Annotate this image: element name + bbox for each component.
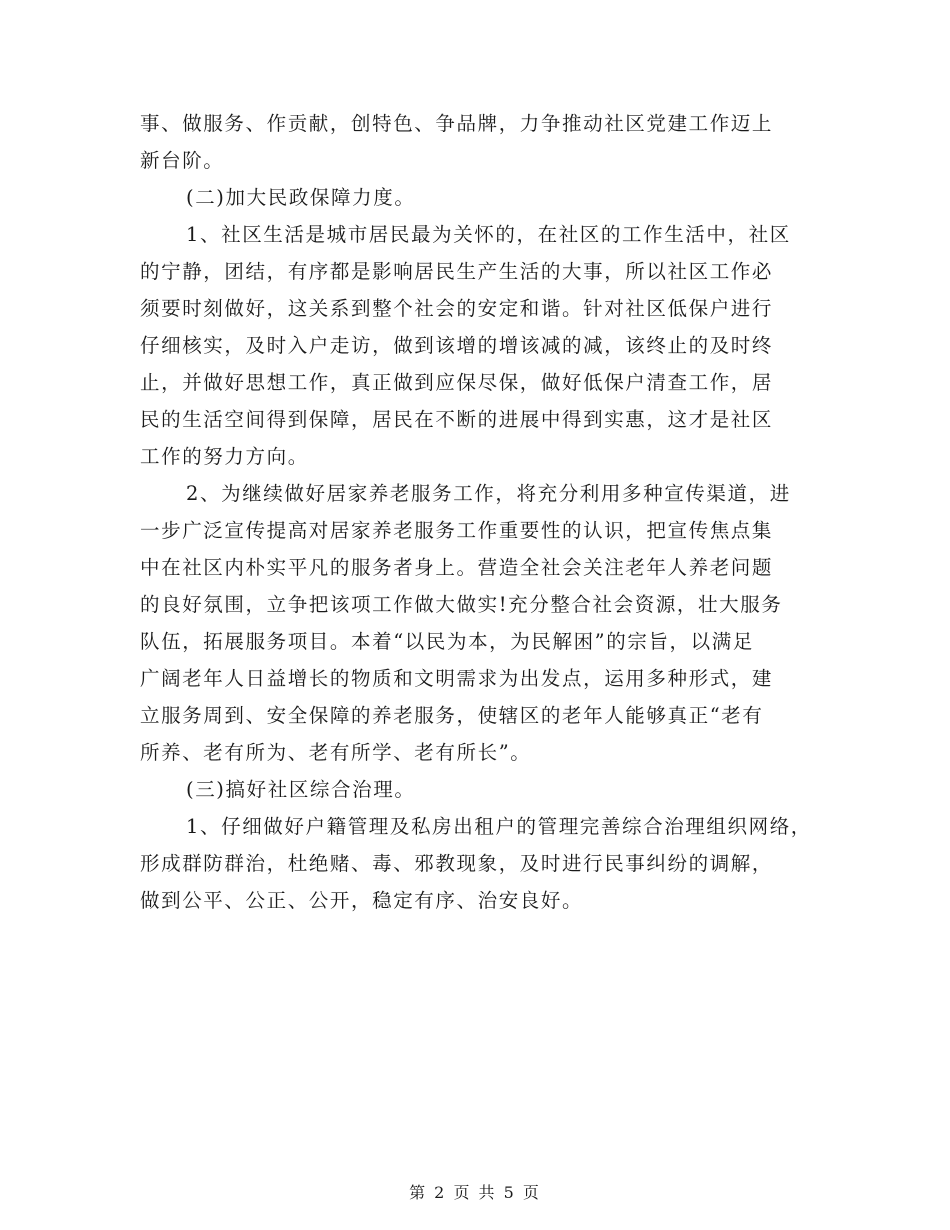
page-number-footer: 第 2 页 共 5 页 xyxy=(409,1183,541,1202)
text-line: 新台阶。 xyxy=(140,149,225,172)
text-line: 所养、老有所为、老有所学、老有所长”。 xyxy=(140,741,532,764)
text-line: 仔细核实，及时入户走访，做到该增的增该减的减，该终止的及时终 xyxy=(140,334,774,357)
text-line: 立服务周到、安全保障的养老服务，使辖区的老年人能够真正“老有 xyxy=(140,704,764,727)
text-line: 的良好氛围，立争把该项工作做大做实!充分整合社会资源，壮大服务 xyxy=(140,593,783,616)
text-line: 事、做服务、作贡献，创特色、争品牌，力争推动社区党建工作迈上 xyxy=(140,112,774,135)
text-line: 1、社区生活是城市居民最为关怀的，在社区的工作生活中，社区 xyxy=(186,223,791,246)
text-line: 广阔老年人日益增长的物质和文明需求为出发点，运用多种形式，建 xyxy=(140,667,774,690)
text-line: 止，并做好思想工作，真正做到应保尽保，做好低保户清查工作，居 xyxy=(140,371,774,394)
text-line: 民的生活空间得到保障，居民在不断的进展中得到实惠，这才是社区 xyxy=(140,408,774,431)
text-line: 形成群防群治，杜绝赌、毒、邪教现象，及时进行民事纠纷的调解， xyxy=(140,852,774,875)
text-line: 做到公平、公正、公开，稳定有序、治安良好。 xyxy=(140,889,584,912)
text-line: 一步广泛宣传提高对居家养老服务工作重要性的认识，把宣传焦点集 xyxy=(140,519,774,542)
text-line: 中在社区内朴实平凡的服务者身上。营造全社会关注老年人养老问题 xyxy=(140,556,774,579)
text-line: 工作的努力方向。 xyxy=(140,445,309,468)
text-line: 的宁静，团结，有序都是影响居民生产生活的大事，所以社区工作必 xyxy=(140,260,774,283)
text-line: 队伍，拓展服务项目。本着“以民为本，为民解困”的宗旨，以满足 xyxy=(140,630,754,653)
text-line: 须要时刻做好，这关系到整个社会的安定和谐。针对社区低保户进行 xyxy=(140,297,774,320)
text-line: 2、为继续做好居家养老服务工作，将充分利用多种宣传渠道，进 xyxy=(186,482,791,505)
section-heading: (二)加大民政保障力度。 xyxy=(186,186,416,209)
section-heading: (三)搞好社区综合治理。 xyxy=(186,778,416,801)
text-line: 1、仔细做好户籍管理及私房出租户的管理完善综合治理组织网络， xyxy=(186,815,812,838)
